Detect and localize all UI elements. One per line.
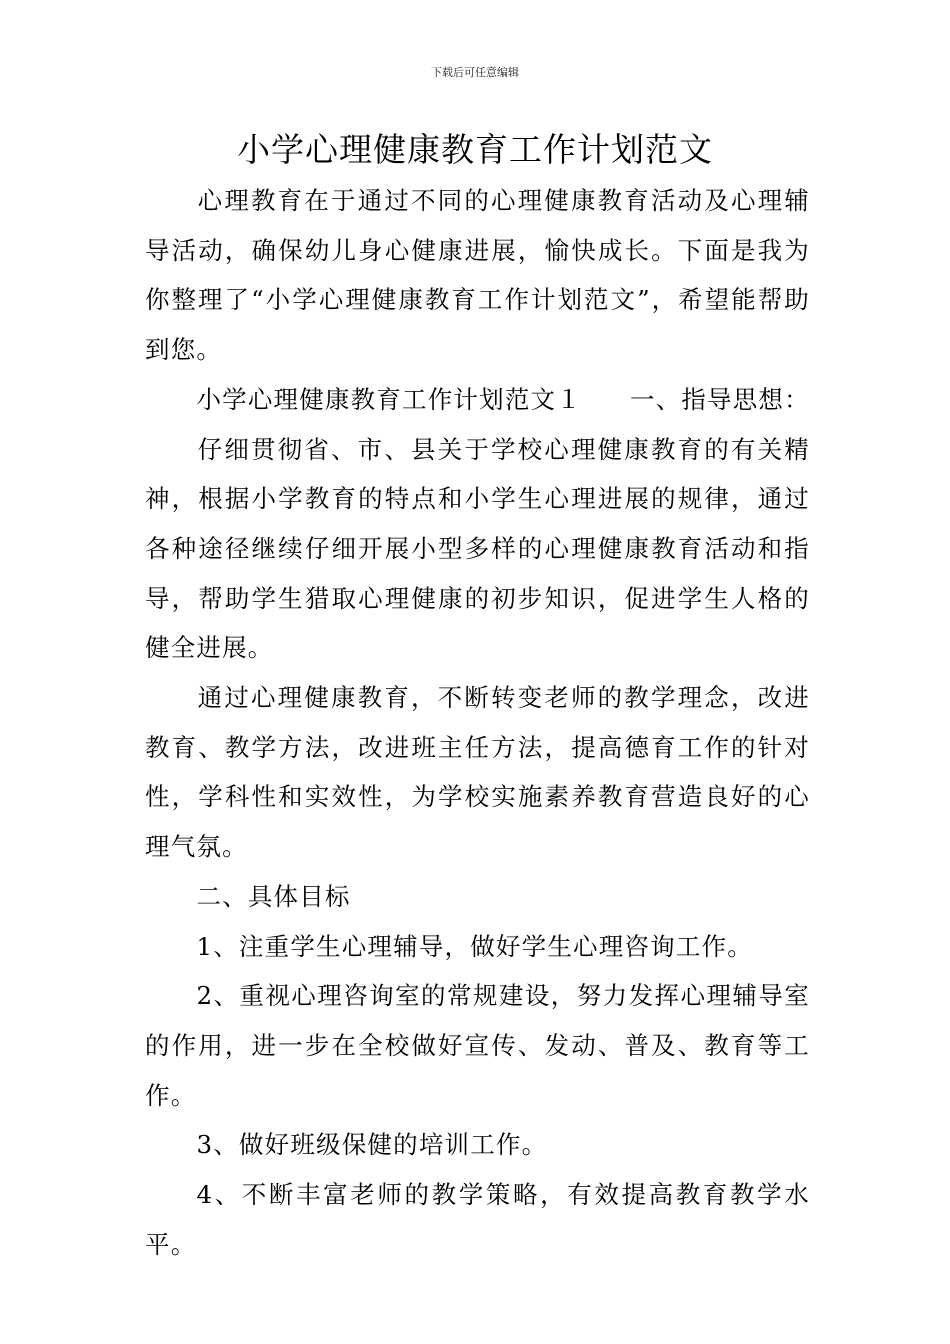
goal-item-1: 1、注重学生心理辅导，做好学生心理咨询工作。 [196,931,753,961]
teacher-concept-paragraph: 通过心理健康教育，不断转变老师的教学理念，改进教育、教学方法，改进班主任方法，提高德育工作的针对性，学科性和实效性，为学校实施素养教育营造良好的心理气氛。 [145,683,810,862]
guiding-thought-paragraph: 仔细贯彻省、市、县关于学校心理健康教育的有关精神，根据小学教育的特点和小学生心理进展的规律，通过各种途径继续仔细开展小型多样的心理健康教育活动和指导，帮助学生猎取心理健康的初步知识，促进学生人格的健全进展。 [145,434,810,663]
header-note: 下载后可任意编辑 [431,66,519,79]
goal-item-3: 3、做好班级保健的培训工作。 [196,1130,548,1160]
section-heading-line [145,375,810,425]
document-body [145,176,810,1269]
goals-heading: 二、具体目标 [196,881,351,911]
goal-item-4: 4、不断丰富老师的教学策略，有效提高教育教学水平。 [145,1180,810,1259]
intro-paragraph: 心理教育在于通过不同的心理健康教育活动及心理辅导活动，确保幼儿身心健康进展，愉快成长。下面是我为你整理了“小学心理健康教育工作计划范文”，希望能帮助到您。 [145,186,810,365]
guiding-thought-heading: 一、指导思想： [629,384,810,414]
goal-item-2: 2、重视心理咨询室的常规建设，努力发挥心理辅导室的作用，进一步在全校做好宣传、发动、普及、教育等工作。 [145,981,810,1110]
document-title: 小学心理健康教育工作计划范文 [237,130,713,169]
plan-title-1: 小学心理健康教育工作计划范文１ [196,384,582,414]
